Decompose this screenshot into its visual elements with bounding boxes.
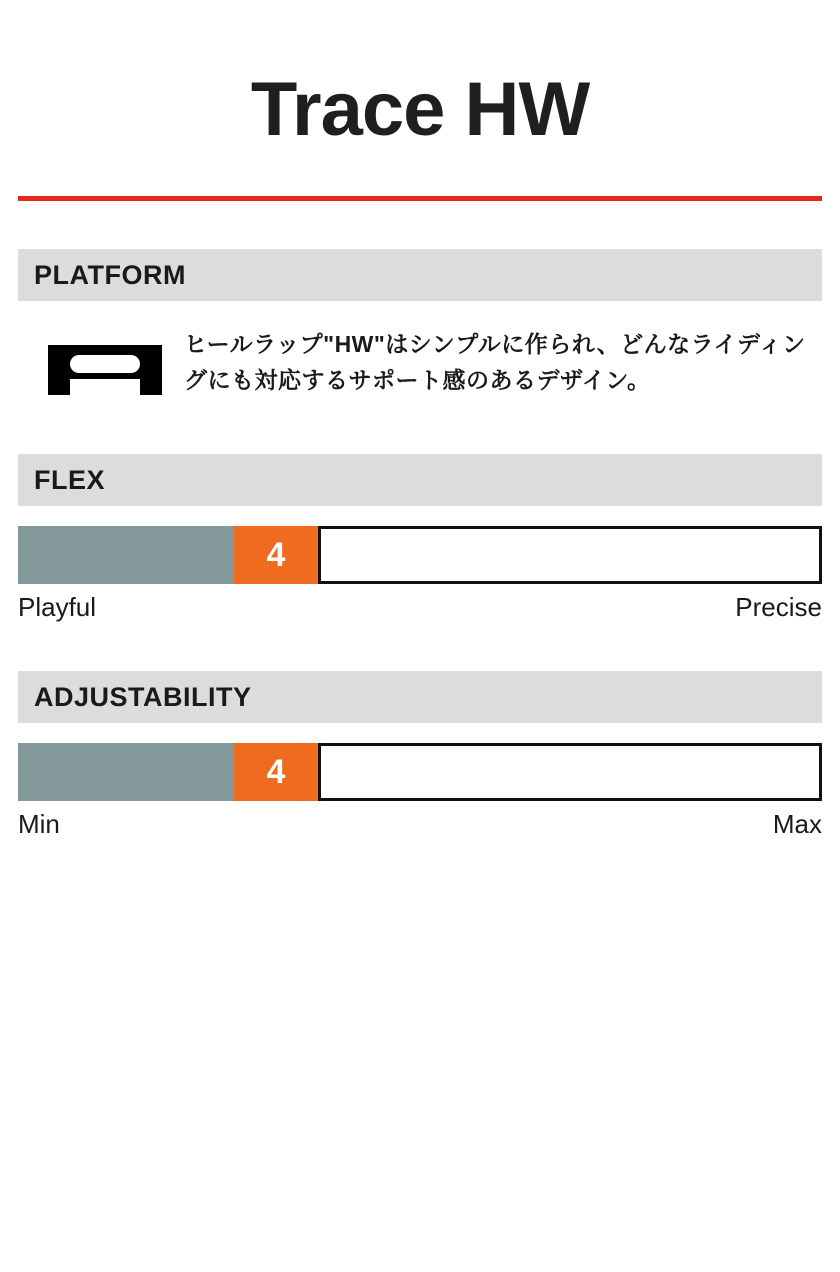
- platform-body: [18, 327, 822, 406]
- platform-description: ヒールラップ"HW"はシンプルに作られ、どんなライディングにも対応するサポート感のあるデザイン。: [184, 331, 806, 393]
- adjustability-meter: [18, 743, 822, 840]
- flex-min-label: Playful: [18, 592, 97, 622]
- adjustability-meter-caption: [18, 809, 822, 840]
- flex-meter: [18, 526, 822, 623]
- flex-meter-caption: [18, 592, 822, 623]
- adjustability-meter-value: 4: [234, 743, 318, 801]
- adjustability-meter-row: [18, 743, 822, 801]
- section-title-flex: FLEX: [34, 464, 106, 495]
- flex-meter-value: 4: [234, 526, 318, 584]
- page-title: Trace HW: [250, 67, 590, 152]
- spec-sheet: [0, 67, 840, 1272]
- flex-max-label: Precise: [735, 592, 822, 622]
- flex-meter-row: [18, 526, 822, 584]
- adjustability-meter-fill: [18, 743, 234, 801]
- spacer: [18, 201, 822, 249]
- adjustability-meter-remaining: [318, 743, 822, 801]
- adjustability-min-label: Min: [18, 809, 60, 839]
- section-header-adjustability: [18, 671, 822, 723]
- section-header-flex: [18, 454, 822, 506]
- flex-meter-remaining: [318, 526, 822, 584]
- flex-meter-fill: [18, 526, 234, 584]
- section-header-platform: [18, 249, 822, 301]
- spacer: [18, 406, 822, 454]
- spacer: [18, 623, 822, 671]
- section-title-adjustability: ADJUSTABILITY: [34, 681, 252, 712]
- heel-wrap-icon: [44, 327, 176, 406]
- adjustability-max-label: Max: [772, 809, 822, 839]
- section-title-platform: PLATFORM: [34, 259, 186, 290]
